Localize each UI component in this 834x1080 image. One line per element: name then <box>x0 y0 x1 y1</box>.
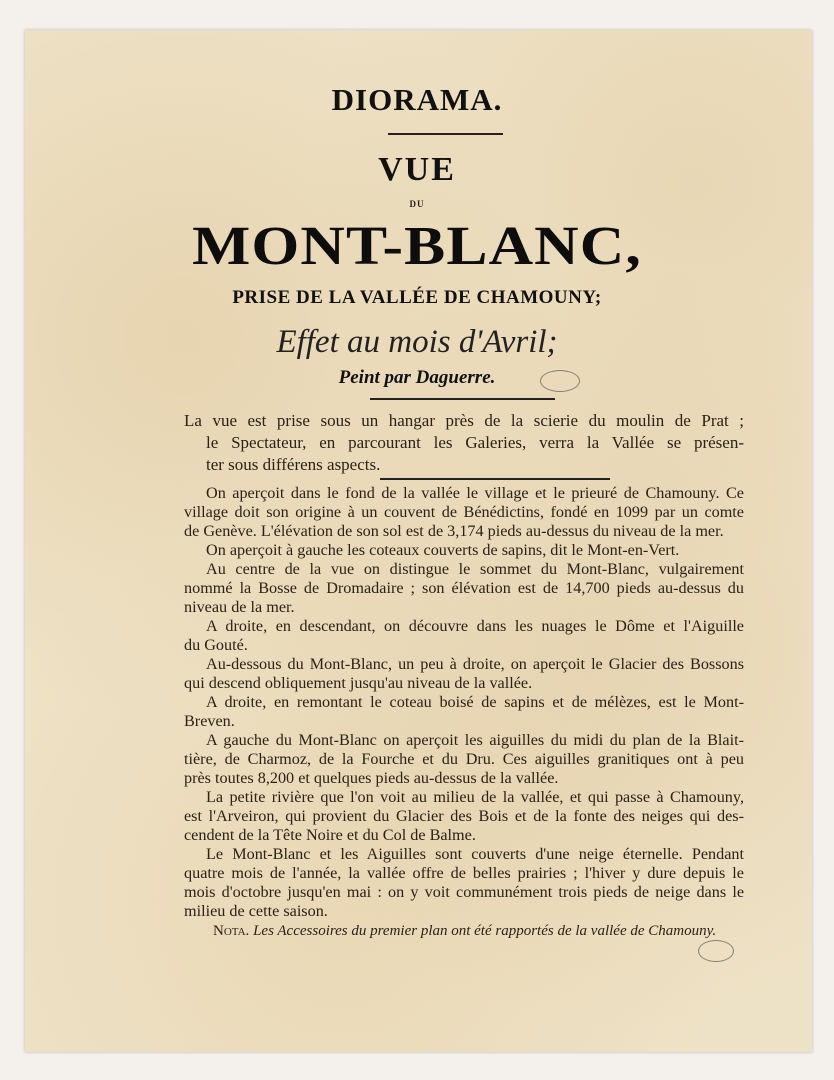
ornamental-rule <box>380 478 610 480</box>
text-line: A droite, en remontant le coteau boisé de sapins et de mélèzes, est le Mont- <box>206 693 744 711</box>
document-title: DIORAMA. <box>331 82 503 117</box>
description-body <box>184 484 744 921</box>
text-line: A gauche du Mont-Blanc on aperçoit les aiguilles du midi du plan de la Blait- <box>206 731 744 749</box>
text-line: A droite, en descendant, on découvre dans les nuages le Dôme et l'Aiguille <box>206 617 744 635</box>
text-line: quatre mois de l'année, la vallée offre de belles prairies ; l'hiver y dure depuis le <box>184 864 744 882</box>
effect-line: Effet au mois d'Avril; <box>276 324 558 360</box>
text-line: qui descend obliquement jusqu'au niveau de la vallée. <box>184 674 533 692</box>
text-line: Au-dessous du Mont-Blanc, un peu à droite, on aperçoit le Glacier des Bossons <box>206 655 744 673</box>
subtitle: PRISE DE LA VALLÉE DE CHAMOUNY; <box>232 287 602 308</box>
paragraph <box>184 617 744 655</box>
text-line: le Spectateur, en parcourant les Galeries, verra la Vallée se présen- <box>206 433 744 452</box>
nota-line <box>213 922 716 941</box>
paragraph <box>184 693 744 731</box>
text-line: nommé la Bosse de Dromadaire ; son élévation est de 14,700 pieds au-dessus du <box>184 579 744 597</box>
text-line: est l'Arveiron, qui provient du Glacier des Bois et de la fonte des neiges qui des- <box>184 807 744 825</box>
text-line: milieu de cette saison. <box>184 902 328 920</box>
text-line: village doit son origine à un couvent de Bénédictins, fondé en 1099 par un comte <box>184 503 744 521</box>
text-line: On aperçoit à gauche les coteaux couverts de sapins, dit le Mont-en-Vert. <box>206 541 680 559</box>
paragraph <box>184 788 744 845</box>
text-line: La petite rivière que l'on voit au milieu de la vallée, et qui passe à Chamouny, <box>206 788 744 806</box>
paragraph <box>184 845 744 921</box>
heading-vue: VUE <box>378 151 456 188</box>
text-line: Le Mont-Blanc et les Aiguilles sont couverts d'une neige éternelle. Pendant <box>206 845 744 863</box>
paragraph <box>184 560 744 617</box>
ornamental-rule <box>370 398 555 400</box>
text-line: On aperçoit dans le fond de la vallée le village et le prieuré de Chamouny. Ce <box>206 484 744 502</box>
paragraph <box>184 731 744 788</box>
text-line: Breven. <box>184 712 235 730</box>
text-line: tière, de Charmoz, de la Fourche et du Dru. Ces aiguilles granitiques ont à peu <box>184 750 744 768</box>
text-line: La vue est prise sous un hangar près de la scierie du moulin de Prat ; <box>184 411 744 430</box>
intro-paragraph <box>184 410 744 476</box>
text-line: ter sous différens aspects. <box>206 455 381 474</box>
nota-label: Nota. <box>213 923 250 939</box>
text-line: cendent de la Tête Noire et du Col de Balme. <box>184 826 476 844</box>
heading-mont-blanc: MONT-BLANC, <box>192 215 642 276</box>
ornamental-rule <box>388 133 503 135</box>
heading-du: DU <box>409 199 425 209</box>
nota-text: Les Accessoires du premier plan ont été rapportés de la vallée de Chamouny. <box>253 923 717 939</box>
paragraph <box>184 484 744 541</box>
museum-stamp <box>698 940 734 962</box>
text-line: près toutes 8,200 et quelques pieds au-dessus de la vallée. <box>184 769 559 787</box>
text-line: Au centre de la vue on distingue le sommet du Mont-Blanc, vulgairement <box>206 560 744 578</box>
museum-stamp <box>540 370 580 392</box>
text-line: niveau de la mer. <box>184 598 295 616</box>
text-line: mois d'octobre jusqu'en mai : on y voit communément trois pieds de neige dans le <box>184 883 744 901</box>
text-line: du Gouté. <box>184 636 248 654</box>
paragraph <box>184 655 744 693</box>
paragraph <box>184 541 744 560</box>
text-line: de Genève. L'élévation de son sol est de 3,174 pieds au-dessus du niveau de la mer. <box>184 522 724 540</box>
author-line: Peint par Daguerre. <box>338 367 496 388</box>
